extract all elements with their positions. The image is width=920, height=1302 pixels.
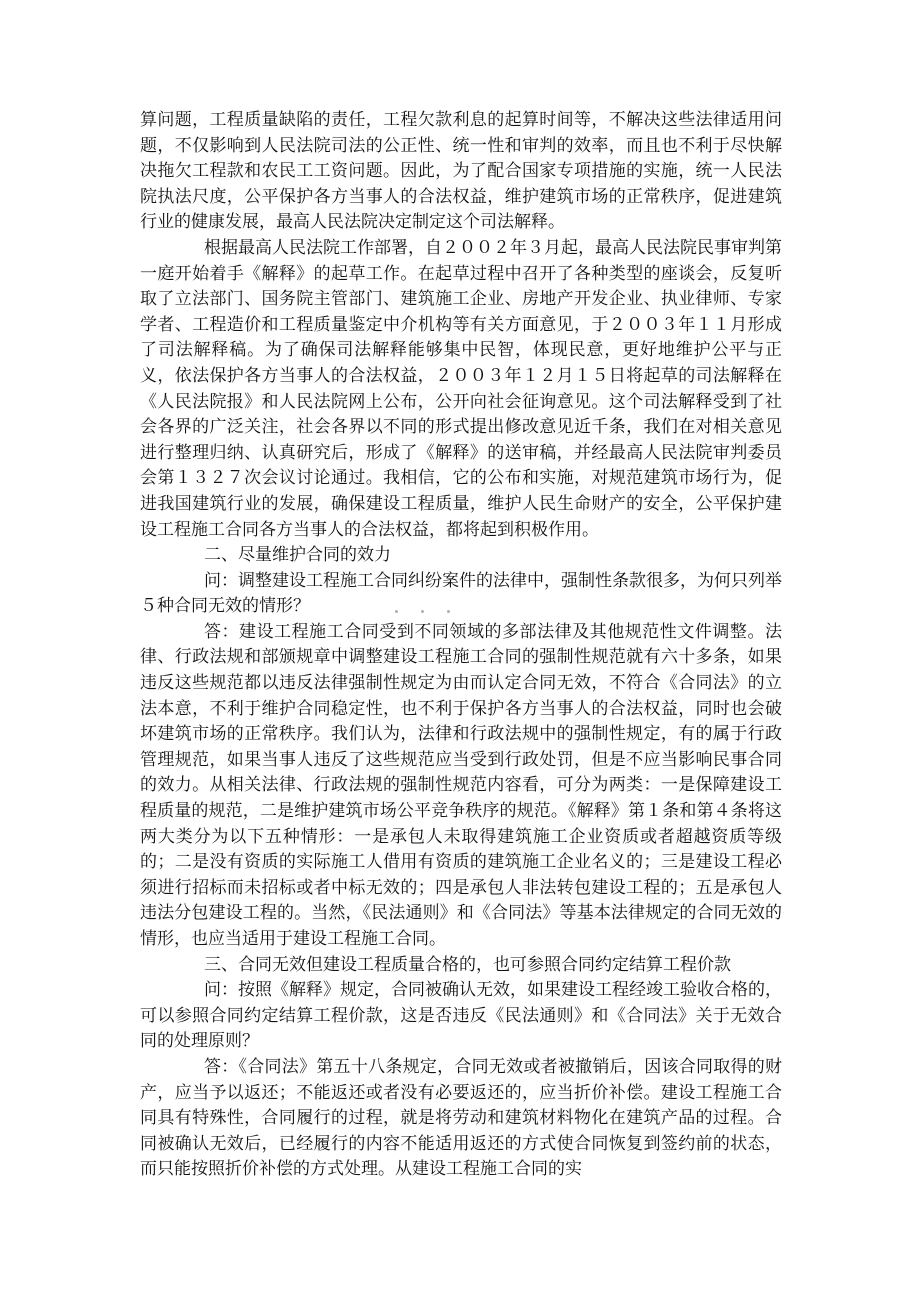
paragraph-drafting-process: 根据最高人民法院工作部署，自２００２年３月起，最高人民法院民事审判第一庭开始着手《解释》的起草工作。在起草过程中召开了各种类型的座谈会，反复听取了立法部门、国务院主管部门、建筑施工企业、房地产开发企业、执业律师、专家学者、工程造价和工程质量鉴定中介机构等有关方面意见，于２００３年１１月形成了司法解释稿。为了确保司法解释能够集中民智，体现民意，更好地维护公平与正义，依法保护各方当事人的合法权益，２００３年１２月１５日将起草的司法解释在《人民法院报》和人民法院网上公布，公开向社会征询意见。这个司法解释受到了社会各界的广泛关注，社会各界以不同的形式提出修改意见近千条，我们在对相关意见进行整理归纳、认真研究后，形成了《解释》的送审稿，并经最高人民法院审判委员会第１３２７次会议讨论通过。我相信，它的公布和实施，对规范建筑市场行为，促进我国建筑行业的发展，确保建设工程质量，维护人民生命财产的安全，公平保护建设工程施工合同各方当事人的合法权益，都将起到积极作用。 [140,237,782,540]
section-heading-2: 二、尽量维护合同的效力 [204,545,391,566]
document-page [140,108,782,1183]
answer-paragraph-2: 答：《合同法》第五十八条规定，合同无效或者被撤销后，因该合同取得的财产，应当予以返还；不能返还或者没有必要返还的，应当折价补偿。建设工程施工合同具有特殊性，合同履行的过程，就是将劳动和建筑材料物化在建筑产品的过程。合同被确认无效后，已经履行的内容不能适用返还的方式使合同恢复到签约前的状态，而只能按照折价补偿的方式处理。从建设工程施工合同的实 [140,1056,782,1180]
watermark-dots [395,610,455,616]
question-paragraph-2: 问：按照《解释》规定，合同被确认无效，如果建设工程经竣工验收合格的，可以参照合同约定结算工程价款，这是否违反《民法通则》和《合同法》关于无效合同的处理原则？ [140,980,782,1052]
answer-paragraph-1: 答：建设工程施工合同受到不同领域的多部法律及其他规范性文件调整。法律、行政法规和部颁规章中调整建设工程施工合同的强制性规范就有六十多条，如果违反这些规范都以违反法律强制性规定为由而认定合同无效，不符合《合同法》的立法本意，不利于维护合同稳定性，也不利于保护各方当事人的合法权益，同时也会破坏建筑市场的正常秩序。我们认为，法律和行政法规中的强制性规定，有的属于行政管理规范，如果当事人违反了这些规范应当受到行政处罚，但是不应当影响民事合同的效力。从相关法律、行政法规的强制性规范内容看，可分为两类：一是保障建设工程质量的规范，二是维护建筑市场公平竞争秩序的规范。《解释》第１条和第４条将这两大类分为以下五种情形：一是承包人未取得建筑施工企业资质或者超越资质等级的；二是没有资质的实际施工人借用有资质的建筑施工企业名义的；三是建设工程必须进行招标而未招标或者中标无效的；四是承包人非法转包建设工程的；五是承包人违法分包建设工程的。当然，《民法通则》和《合同法》等基本法律规定的合同无效的情形，也应当适用于建设工程施工合同。 [140,621,782,949]
section-heading-3: 三、合同无效但建设工程质量合格的，也可参照合同约定结算工程价款 [204,954,731,975]
question-paragraph-1: 问：调整建设工程施工合同纠纷案件的法律中，强制性条款很多，为何只列举５种合同无效的情形？ [140,570,782,617]
paragraph-intro-continuation: 算问题，工程质量缺陷的责任，工程欠款利息的起算时间等，不解决这些法律适用问题，不仅影响到人民法院司法的公正性、统一性和审判的效率，而且也不利于尽快解决拖欠工程款和农民工工资问题。因此，为了配合国家专项措施的实施，统一人民法院执法尺度，公平保护各方当事人的合法权益，维护建筑市场的正常秩序，促进建筑行业的健康发展，最高人民法院决定制定这个司法解释。 [140,110,782,233]
